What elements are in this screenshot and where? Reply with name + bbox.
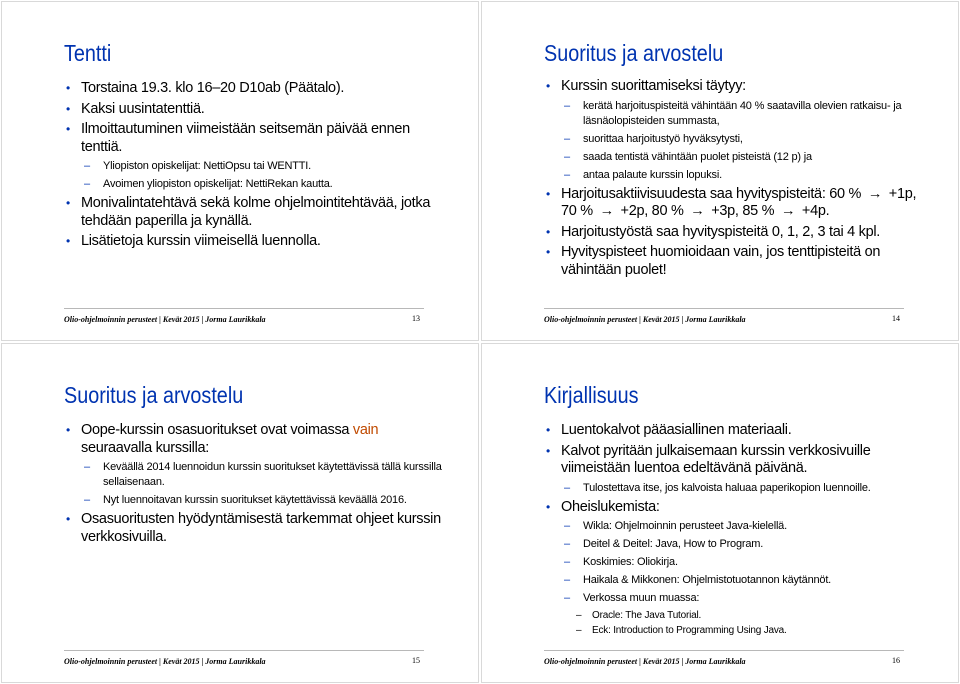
arrow-right-icon: → bbox=[867, 185, 883, 202]
sub-bullet-item: – kerätä harjoituspisteitä vähintään 40 % saatavilla olevien ratkaisu- ja läsnäolopisteiden summasta, bbox=[546, 99, 926, 129]
slide-title: Tentti bbox=[64, 40, 112, 66]
bullet-item bbox=[66, 422, 446, 457]
sub-bullet-item: – Avoimen yliopiston opiskelijat: NettiRekan kautta. bbox=[66, 177, 446, 192]
slide-body bbox=[546, 422, 926, 639]
bullet-item: • Kalvot pyritään julkaisemaan kurssin verkkosivuille viimeistään luentoa edeltävänä päivänä. bbox=[546, 443, 926, 478]
sub-bullet-item: – Keväällä 2014 luennoidun kurssin suoritukset käytettävissä tällä kurssilla sellaisenaan. bbox=[66, 460, 446, 490]
page-number: 14 bbox=[892, 314, 900, 323]
bullet-item: • Torstaina 19.3. klo 16–20 D10ab (Päätalo). bbox=[66, 80, 446, 98]
sub-bullet-item: – Wikla: Ohjelmoinnin perusteet Java-kielellä. bbox=[546, 519, 926, 534]
bullet-item: • Lisätietoja kurssin viimeisellä luennolla. bbox=[66, 233, 446, 251]
slide-14 bbox=[481, 1, 959, 341]
slide-footer: Olio-ohjelmoinnin perusteet | Kevät 2015 | Jorma Laurikkala bbox=[64, 650, 424, 666]
bullet-text: seuraavalla kurssilla: bbox=[81, 439, 209, 456]
sub-bullet-item: – suorittaa harjoitustyö hyväksytysti, bbox=[546, 132, 926, 147]
sub-bullet-item: – Deitel & Deitel: Java, How to Program. bbox=[546, 537, 926, 552]
bullet-text: +4p. bbox=[801, 203, 830, 219]
sub-bullet-item: – Yliopiston opiskelijat: NettiOpsu tai WENTTI. bbox=[66, 159, 446, 174]
slide-footer: Olio-ohjelmoinnin perusteet | Kevät 2015 | Jorma Laurikkala bbox=[544, 650, 904, 666]
sub-bullet-item: – Verkossa muun muassa: bbox=[546, 591, 926, 606]
slide-footer: Olio-ohjelmoinnin perusteet | Kevät 2015 | Jorma Laurikkala bbox=[544, 308, 904, 324]
sub-bullet-item: – antaa palaute kurssin lopuksi. bbox=[546, 168, 926, 183]
arrow-right-icon: → bbox=[599, 203, 614, 219]
slide-16 bbox=[481, 343, 959, 683]
bullet-item: • Monivalintatehtävä sekä kolme ohjelmointitehtävää, jotka tehdään paperilla ja kynällä. bbox=[66, 195, 446, 230]
sub-bullet-item: – Haikala & Mikkonen: Ohjelmistotuotannon käytännöt. bbox=[546, 573, 926, 588]
slide-13 bbox=[1, 1, 479, 341]
sub-sub-bullet-item: – Eck: Introduction to Programming Using Java. bbox=[546, 624, 926, 638]
bullet-item: • Harjoitustyöstä saa hyvityspisteitä 0, 1, 2, 3 tai 4 kpl. bbox=[546, 224, 926, 242]
bullet-text: +2p, 80 % bbox=[620, 203, 684, 219]
slide-footer: Olio-ohjelmoinnin perusteet | Kevät 2015 | Jorma Laurikkala bbox=[64, 308, 424, 324]
slide-15 bbox=[1, 343, 479, 683]
bullet-item: • Oheislukemista: bbox=[546, 499, 926, 517]
bullet-text: Harjoitusaktiivisuudesta saa hyvityspisteitä: 60 % bbox=[561, 185, 862, 202]
slide-title: Suoritus ja arvostelu bbox=[544, 40, 724, 66]
slide-title: Kirjallisuus bbox=[544, 382, 639, 408]
sub-bullet-item: – Nyt luennoitavan kurssin suoritukset käytettävissä keväällä 2016. bbox=[66, 493, 446, 508]
bullet-text: Oope-kurssin osasuoritukset ovat voimassa bbox=[81, 422, 350, 438]
arrow-right-icon: → bbox=[690, 203, 705, 219]
slide-body bbox=[66, 80, 446, 254]
slide-body bbox=[546, 78, 926, 282]
page-number: 15 bbox=[412, 656, 420, 665]
highlighted-word: vain bbox=[352, 422, 379, 438]
sub-bullet-item: – Tulostettava itse, jos kalvoista haluaa paperikopion luennoille. bbox=[546, 481, 926, 496]
arrow-right-icon: → bbox=[780, 203, 796, 219]
bullet-item: • Osasuoritusten hyödyntämisestä tarkemmat ohjeet kurssin verkkosivuilla. bbox=[66, 511, 446, 546]
bullet-item: • Hyvityspisteet huomioidaan vain, jos tenttipisteitä on vähintään puolet! bbox=[546, 244, 926, 279]
sub-sub-bullet-item: – Oracle: The Java Tutorial. bbox=[546, 609, 926, 623]
bullet-item: • Kurssin suorittamiseksi täytyy: bbox=[546, 78, 926, 96]
bullet-item: • Kaksi uusintatenttiä. bbox=[66, 101, 446, 119]
sub-bullet-item: – Koskimies: Oliokirja. bbox=[546, 555, 926, 570]
bullet-text: +3p, 85 % bbox=[711, 203, 775, 219]
bullet-text: +1p, 70 % bbox=[561, 185, 917, 219]
page-number: 13 bbox=[412, 314, 420, 323]
sub-bullet-item: – saada tentistä vähintään puolet pisteistä (12 p) ja bbox=[546, 150, 926, 165]
slide-title: Suoritus ja arvostelu bbox=[64, 382, 244, 408]
bullet-item: • Ilmoittautuminen viimeistään seitsemän päivää ennen tenttiä. bbox=[66, 121, 446, 156]
bullet-item bbox=[546, 186, 926, 221]
bullet-item: • Luentokalvot pääasiallinen materiaali. bbox=[546, 422, 926, 440]
slide-body bbox=[66, 422, 446, 549]
page-number: 16 bbox=[892, 656, 900, 665]
